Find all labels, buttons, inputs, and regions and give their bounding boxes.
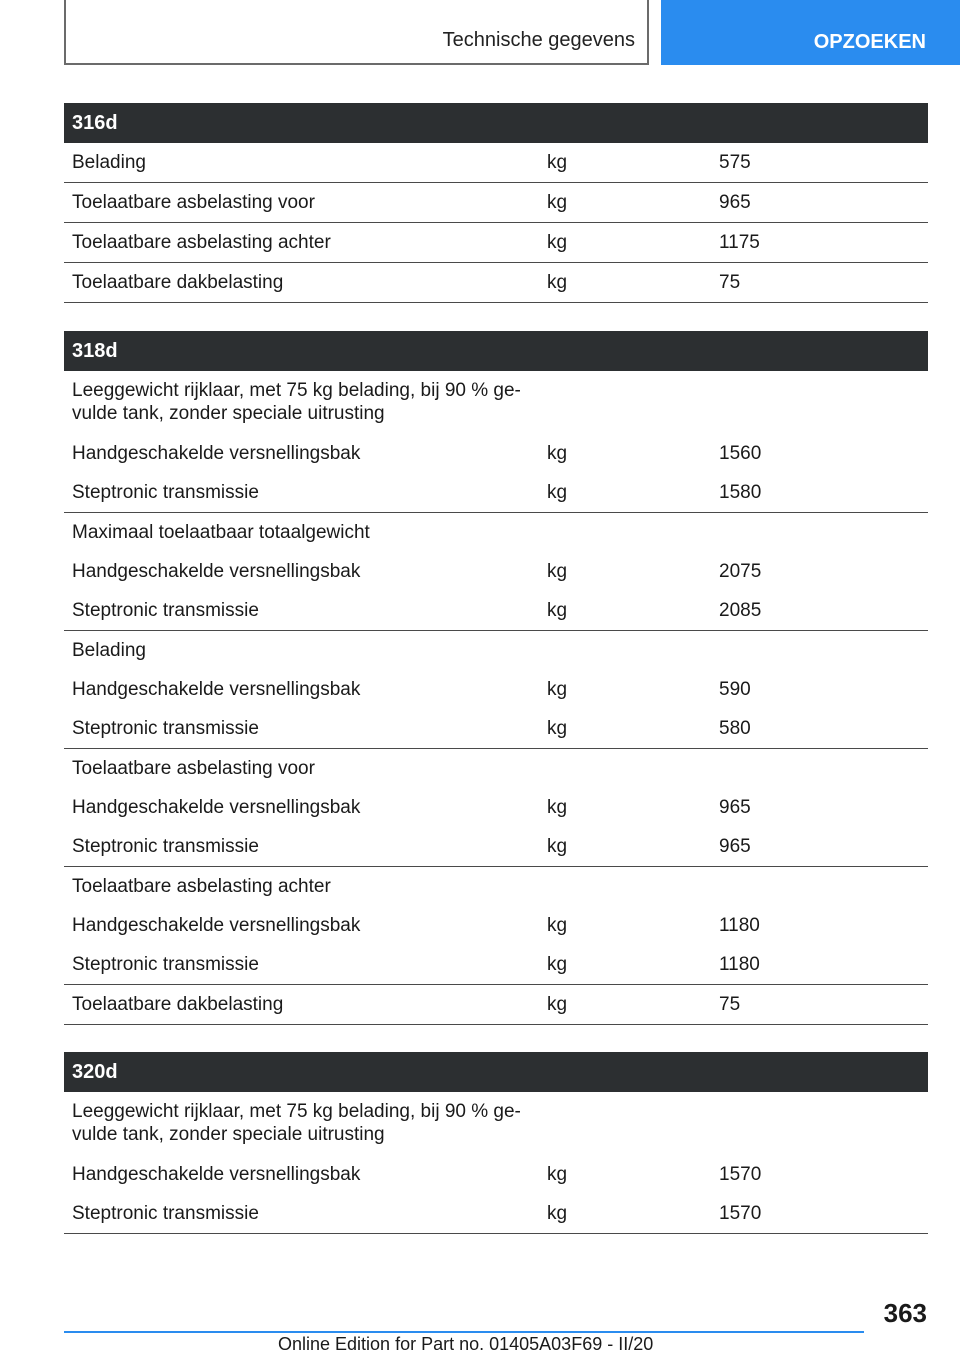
row-unit: kg [547,600,568,621]
row-label: Toelaatbare asbelasting voor [72,192,315,213]
row-value: 1180 [719,954,760,975]
row-label: Handgeschakelde versnellingsbak [72,443,361,464]
page-number: 363 [883,1298,927,1328]
row-value: 1570 [719,1203,762,1224]
row-value: 75 [719,272,741,293]
row-value [711,379,928,434]
section-title: Technische gegevens [442,29,635,51]
table-row [64,1155,928,1194]
row-value [711,1100,928,1155]
table-row [64,263,928,303]
row-unit [539,379,711,434]
row-label [64,1100,539,1155]
row-value [711,631,928,670]
table-row [64,513,928,552]
row-value: 2075 [719,561,762,582]
row-value [711,513,928,552]
row-unit: kg [547,836,568,857]
table-header: 316d [64,103,928,143]
row-label-line-2: vulde tank, zonder speciale uitrusting [72,403,385,424]
table-row [64,223,928,263]
row-unit: kg [547,152,568,173]
row-unit: kg [547,797,568,818]
row-label: Toelaatbare asbelasting voor [72,758,315,779]
row-label: Handgeschakelde versnellingsbak [72,679,361,700]
row-label-line-2: vulde tank, zonder speciale uitrusting [72,1124,385,1145]
row-unit: kg [547,482,568,503]
table-row [64,1092,928,1155]
row-label: Toelaatbare asbelasting achter [72,876,331,897]
footer-divider [64,1331,864,1333]
table-row [64,906,928,945]
row-label-line-1: Leeggewicht rijklaar, met 75 kg belading, bij 90 % ge- [72,1101,521,1122]
row-value: 965 [719,192,751,213]
search-button[interactable]: OPZOEKEN [661,0,960,65]
spec-table-316d [64,103,928,303]
row-unit [539,867,711,906]
row-label [64,379,539,434]
table-row [64,552,928,591]
row-unit: kg [547,1203,568,1224]
row-label: Toelaatbare dakbelasting [72,994,284,1015]
row-label: Toelaatbare dakbelasting [72,272,284,293]
table-row [64,788,928,827]
table-row [64,183,928,223]
row-unit: kg [547,915,568,936]
row-label: Steptronic transmissie [72,954,259,975]
table-row [64,1194,928,1234]
section-title-box [64,0,649,65]
row-value: 1580 [719,482,762,503]
row-value: 1175 [719,232,760,253]
row-unit [539,513,711,552]
row-value: 580 [719,718,751,739]
table-row [64,670,928,709]
row-label: Steptronic transmissie [72,482,259,503]
row-label: Steptronic transmissie [72,600,259,621]
edition-text: Online Edition for Part no. 01405A03F69 - II/20 [278,1334,654,1354]
row-unit: kg [547,994,568,1015]
spec-table-320d [64,1052,928,1234]
spec-table-318d [64,331,928,1025]
row-value: 1570 [719,1164,762,1185]
row-unit: kg [547,561,568,582]
row-label-line-1: Leeggewicht rijklaar, met 75 kg belading, bij 90 % ge- [72,380,521,401]
table-row [64,985,928,1025]
table-row [64,945,928,985]
table-row [64,143,928,183]
table-row [64,827,928,867]
row-label: Steptronic transmissie [72,718,259,739]
row-value: 2085 [719,600,762,621]
table-row [64,867,928,906]
row-unit [539,631,711,670]
row-value: 575 [719,152,751,173]
row-unit: kg [547,679,568,700]
row-label: Toelaatbare asbelasting achter [72,232,331,253]
table-row [64,371,928,434]
row-value [711,867,928,906]
row-unit: kg [547,954,568,975]
row-unit: kg [547,192,568,213]
table-row [64,434,928,473]
table-row [64,709,928,749]
row-unit: kg [547,718,568,739]
row-unit: kg [547,1164,568,1185]
table-row [64,473,928,513]
row-value: 590 [719,679,751,700]
row-unit [539,749,711,788]
table-row [64,591,928,631]
table-row [64,749,928,788]
row-value [711,749,928,788]
row-value: 965 [719,836,751,857]
row-label: Handgeschakelde versnellingsbak [72,797,361,818]
row-value: 1180 [719,915,760,936]
table-header: 320d [64,1052,928,1092]
row-label: Belading [72,152,146,173]
table-row [64,631,928,670]
row-value: 965 [719,797,751,818]
row-value: 1560 [719,443,762,464]
row-unit [539,1100,711,1155]
row-unit: kg [547,272,568,293]
row-label: Belading [72,640,146,661]
row-label: Handgeschakelde versnellingsbak [72,1164,361,1185]
row-unit: kg [547,232,568,253]
row-label: Handgeschakelde versnellingsbak [72,561,361,582]
row-value: 75 [719,994,741,1015]
table-header: 318d [64,331,928,371]
row-label: Steptronic transmissie [72,1203,259,1224]
row-label: Handgeschakelde versnellingsbak [72,915,361,936]
row-label: Steptronic transmissie [72,836,259,857]
row-label: Maximaal toelaatbaar totaalgewicht [72,522,370,543]
row-unit: kg [547,443,568,464]
